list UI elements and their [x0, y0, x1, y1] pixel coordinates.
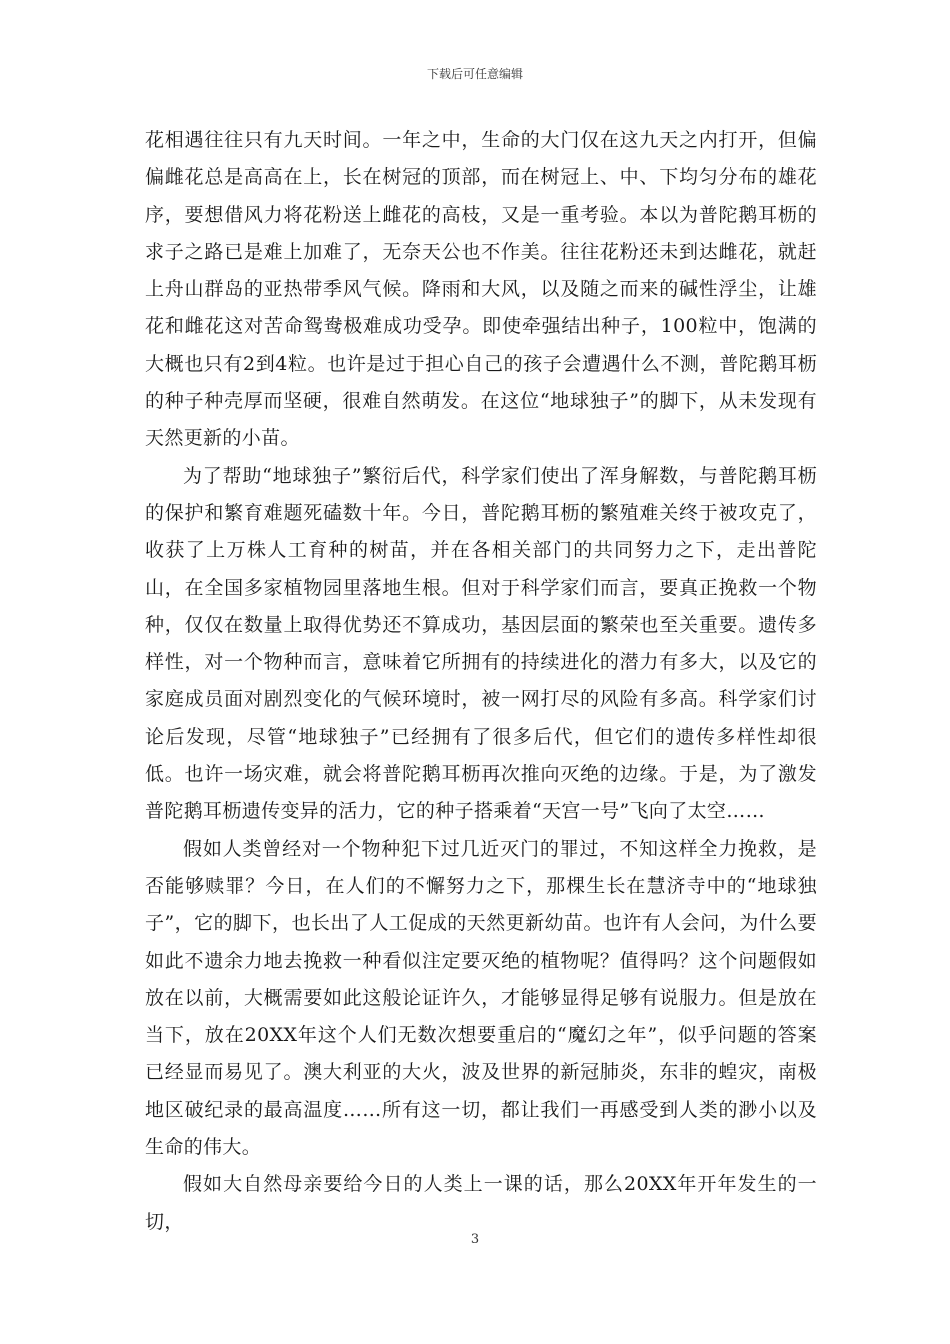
page-header: 下载后可任意编辑 [426, 67, 523, 81]
document-body [145, 122, 817, 1241]
page-number: 3 [470, 1232, 480, 1247]
paragraph-2: 为了帮助“地球独子”繁衍后代，科学家们使出了浑身解数，与普陀鹅耳枥的保护和繁育难题死磕数十年。今日，普陀鹅耳枥的繁殖难关终于被攻克了，收获了上万株人工育种的树苗，并在各相关部门的共同努力之下，走出普陀山，在全国多家植物园里落地生根。但对于科学家们而言，要真正挽救一个物种，仅仅在数量上取得优势还不算成功，基因层面的繁荣也至关重要。遗传多样性，对一个物种而言，意味着它所拥有的持续进化的潜力有多大，以及它的家庭成员面对剧烈变化的气候环境时，被一网打尽的风险有多高。科学家们讨论后发现，尽管“地球独子”已经拥有了很多后代，但它们的遗传多样性却很低。也许一场灾难，就会将普陀鹅耳枥再次推向灭绝的边缘。于是，为了激发普陀鹅耳枥遗传变异的活力，它的种子搭乘着“天宫一号”飞向了太空…… [145, 464, 817, 823]
paragraph-3: 假如人类曾经对一个物种犯下过几近灭门的罪过，不知这样全力挽救，是否能够赎罪？今日，在人们的不懈努力之下，那棵生长在慧济寺中的“地球独子”，它的脚下，也长出了人工促成的天然更新幼苗。也许有人会问，为什么要如此不遗余力地去挽救一种看似注定要灭绝的植物呢？值得吗？这个问题假如放在以前，大概需要如此这般论证许久，才能够显得足够有说服力。但是放在当下，放在20XX年这个人们无数次想要重启的“魔幻之年”，似乎问题的答案已经显而易见了。澳大利亚的大火，波及世界的新冠肺炎，东非的蝗灾，南极地区破纪录的最高温度……所有这一切，都让我们一再感受到人类的渺小以及生命的伟大。 [145, 837, 817, 1159]
paragraph-1: 花相遇往往只有九天时间。一年之中，生命的大门仅在这九天之内打开，但偏偏雌花总是高高在上，长在树冠的顶部，而在树冠上、中、下均匀分布的雄花序，要想借风力将花粉送上雌花的高枝，又是一重考验。本以为普陀鹅耳枥的求子之路已是难上加难了，无奈天公也不作美。往往花粉还未到达雌花，就赶上舟山群岛的亚热带季风气候。降雨和大风，以及随之而来的碱性浮尘，让雄花和雌花这对苦命鸳鸯极难成功受孕。即使牵强结出种子，100粒中，饱满的大概也只有2到4粒。也许是过于担心自己的孩子会遭遇什么不测，普陀鹅耳枥的种子种壳厚而坚硬，很难自然萌发。在这位“地球独子”的脚下，从未发现有天然更新的小苗。 [145, 129, 817, 450]
paragraph-4: 假如大自然母亲要给今日的人类上一课的话，那么20XX年开年发生的一切， [145, 1173, 817, 1233]
